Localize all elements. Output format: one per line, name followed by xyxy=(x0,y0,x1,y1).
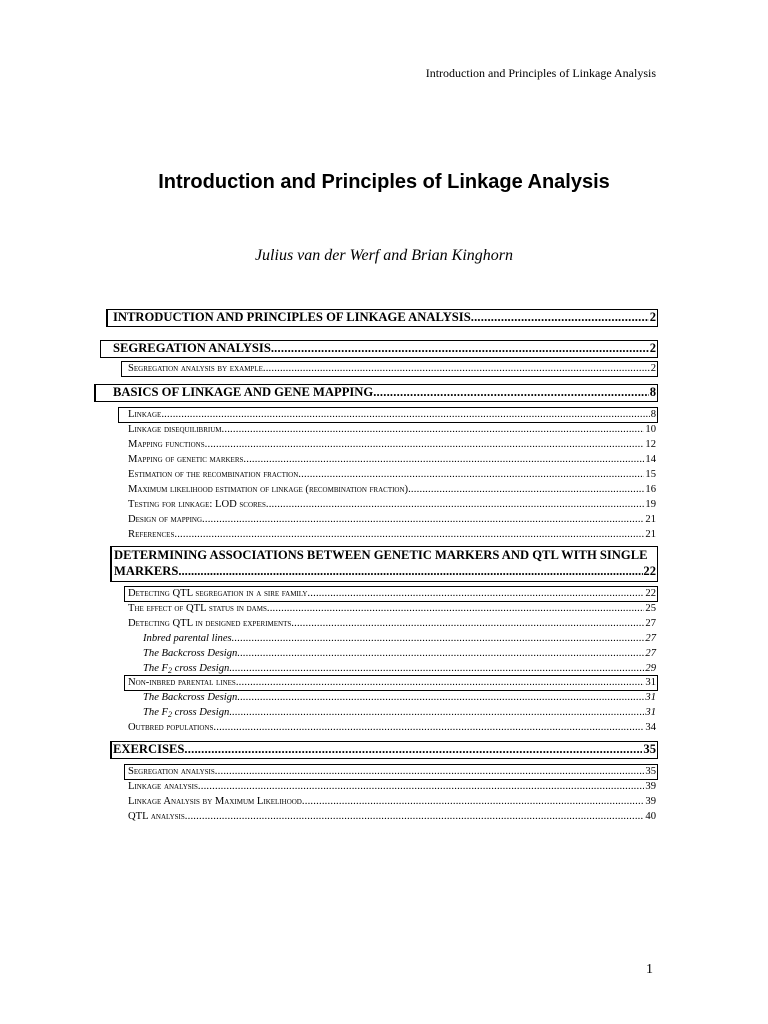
document-title: Introduction and Principles of Linkage Analysis xyxy=(158,171,610,193)
toc-entry[interactable]: Design of mapping ..... 21 xyxy=(128,513,656,526)
toc-entry[interactable]: Estimation of the recombination fraction ..... 15 xyxy=(128,468,656,481)
toc-entry[interactable]: DETERMINING ASSOCIATIONS BETWEEN GENETIC MARKERS AND QTL WITH SINGLE MARKERS ..... 22 xyxy=(114,547,656,579)
page-number: 1 xyxy=(646,962,653,977)
authors: Julius van der Werf and Brian Kinghorn xyxy=(254,247,514,264)
toc-entry[interactable]: Detecting QTL segregation in a sire family ..... 22 xyxy=(128,587,656,600)
toc-entry[interactable]: Inbred parental lines ..... 27 xyxy=(143,632,656,645)
toc-entry[interactable]: INTRODUCTION AND PRINCIPLES OF LINKAGE ANALYSIS ..... 2 xyxy=(113,310,656,325)
toc-frame-bar xyxy=(110,741,112,759)
toc-entry[interactable]: Linkage ..... 8 xyxy=(128,408,656,421)
toc-entry[interactable]: The Backcross Design ..... 27 xyxy=(143,647,656,660)
toc-frame-bar xyxy=(94,384,96,402)
toc-entry[interactable]: Outbred populations ..... 34 xyxy=(128,721,656,734)
toc-entry[interactable]: Maximum likelihood estimation of linkage (recombination fraction) ..... 16 xyxy=(128,483,656,496)
toc-entry[interactable]: Mapping of genetic markers ..... 14 xyxy=(128,453,656,466)
toc-frame-bar xyxy=(110,546,112,582)
toc-entry[interactable]: BASICS OF LINKAGE AND GENE MAPPING ..... 8 xyxy=(113,385,656,400)
toc-entry[interactable]: The $F_2$ cross Design ..... 31 xyxy=(143,706,656,719)
toc-entry[interactable]: Mapping functions ..... 12 xyxy=(128,438,656,451)
toc-entry[interactable]: Segregation analysis by example ..... 2 xyxy=(128,362,656,375)
toc-entry[interactable]: The effect of QTL status in dams ..... 25 xyxy=(128,602,656,615)
toc-entry[interactable]: Linkage Analysis by Maximum Likelihood ..... 39 xyxy=(128,795,656,808)
toc-entry[interactable]: Detecting QTL in designed experiments ..... 27 xyxy=(128,617,656,630)
toc-entry[interactable]: References ..... 21 xyxy=(128,528,656,541)
toc-entry[interactable]: The Backcross Design ..... 31 xyxy=(143,691,656,704)
running-header: Introduction and Principles of Linkage Analysis xyxy=(425,66,656,80)
toc-entry[interactable]: Segregation analysis ..... 35 xyxy=(128,765,656,778)
toc-entry[interactable]: Linkage disequilibrium ..... 10 xyxy=(128,423,656,436)
toc-entry[interactable]: Testing for linkage: LOD scores ..... 19 xyxy=(128,498,656,511)
toc-entry[interactable]: SEGREGATION ANALYSIS ..... 2 xyxy=(113,341,656,356)
toc-entry[interactable]: The $F_2$ cross Design ..... 29 xyxy=(143,662,656,675)
toc-entry[interactable]: Non-inbred parental lines ..... 31 xyxy=(128,676,656,689)
toc-entry[interactable]: Linkage analysis ..... 39 xyxy=(128,780,656,793)
toc-entry[interactable]: EXERCISES ..... 35 xyxy=(113,742,656,757)
toc-frame-bar xyxy=(106,309,108,327)
toc-entry[interactable]: QTL analysis ..... 40 xyxy=(128,810,656,823)
